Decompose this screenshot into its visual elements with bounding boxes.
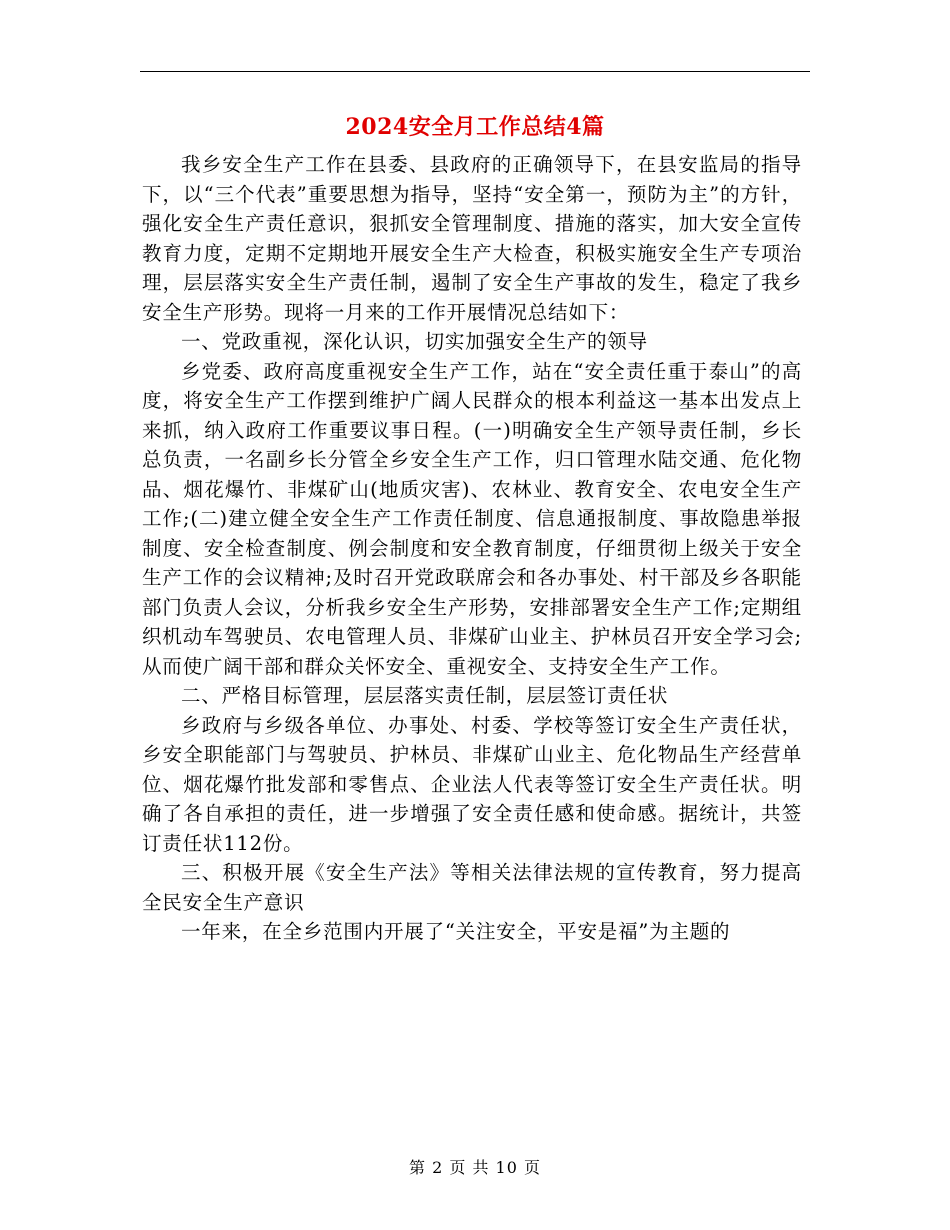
document-title: 2024安全月工作总结4篇 — [345, 114, 605, 140]
intro-paragraph: 我乡安全生产工作在县委、县政府的正确领导下，在县安监局的指导下，以“三个代表”重要思想为指导，坚持“安全第一，预防为主”的方针，强化安全生产责任意识，狠抓安全管理制度、措施的落实，加大安全宣传教育力度，定期不定期地开展安全生产大检查，积极实施安全生产专项治理，层层落实安全生产责任制，遏制了安全生产事故的发生，稳定了我乡安全生产形势。现将一月来的工作开展情况总结如下： — [142, 153, 802, 324]
section-3-paragraph: 一年来，在全乡范围内开展了“关注安全，平安是福”为主题的 — [181, 920, 731, 943]
section-2-paragraph: 乡政府与乡级各单位、办事处、村委、学校等签订安全生产责任状，乡安全职能部门与驾驶员、护林员、非煤矿山业主、危化物品生产经营单位、烟花爆竹批发部和零售点、企业法人代表等签订安全生产责任状。明确了各自承担的责任，进一步增强了安全责任感和使命感。据统计，共签订责任状112份。 — [142, 713, 802, 855]
section-1-paragraph: 乡党委、政府高度重视安全生产工作，站在“安全责任重于泰山”的高度，将安全生产工作摆到维护广阔人民群众的根本利益这一基本出发点上来抓，纳入政府工作重要议事日程。(一)明确安全生产领导责任制，乡长总负责，一名副乡长分管全乡安全生产工作，归口管理水陆交通、危化物品、烟花爆竹、非煤矿山(地质灾害)、农林业、教育安全、农电安全生产工作;(二)建立健全安全生产工作责任制度、信息通报制度、事故隐患举报制度、安全检查制度、例会制度和安全教育制度，仔细贯彻上级关于安全生产工作的会议精神;及时召开党政联席会和各办事处、村干部及乡各职能部门负责人会议，分析我乡安全生产形势，安排部署安全生产工作;定期组织机动车驾驶员、农电管理人员、非煤矿山业主、护林员召开安全学习会;从而使广阔干部和群众关怀安全、重视安全、支持安全生产工作。 — [142, 359, 802, 678]
section-heading-1: 一、党政重视，深化认识，切实加强安全生产的领导 — [181, 330, 648, 353]
page-number: 第 2 页 共 10 页 — [409, 1158, 541, 1177]
document-body — [142, 150, 802, 947]
header-rule — [140, 71, 810, 72]
section-heading-2: 二、严格目标管理，层层落实责任制，层层签订责任状 — [181, 684, 669, 707]
section-heading-3: 三、积极开展《安全生产法》等相关法律法规的宣传教育，努力提高全民安全生产意识 — [142, 861, 802, 914]
